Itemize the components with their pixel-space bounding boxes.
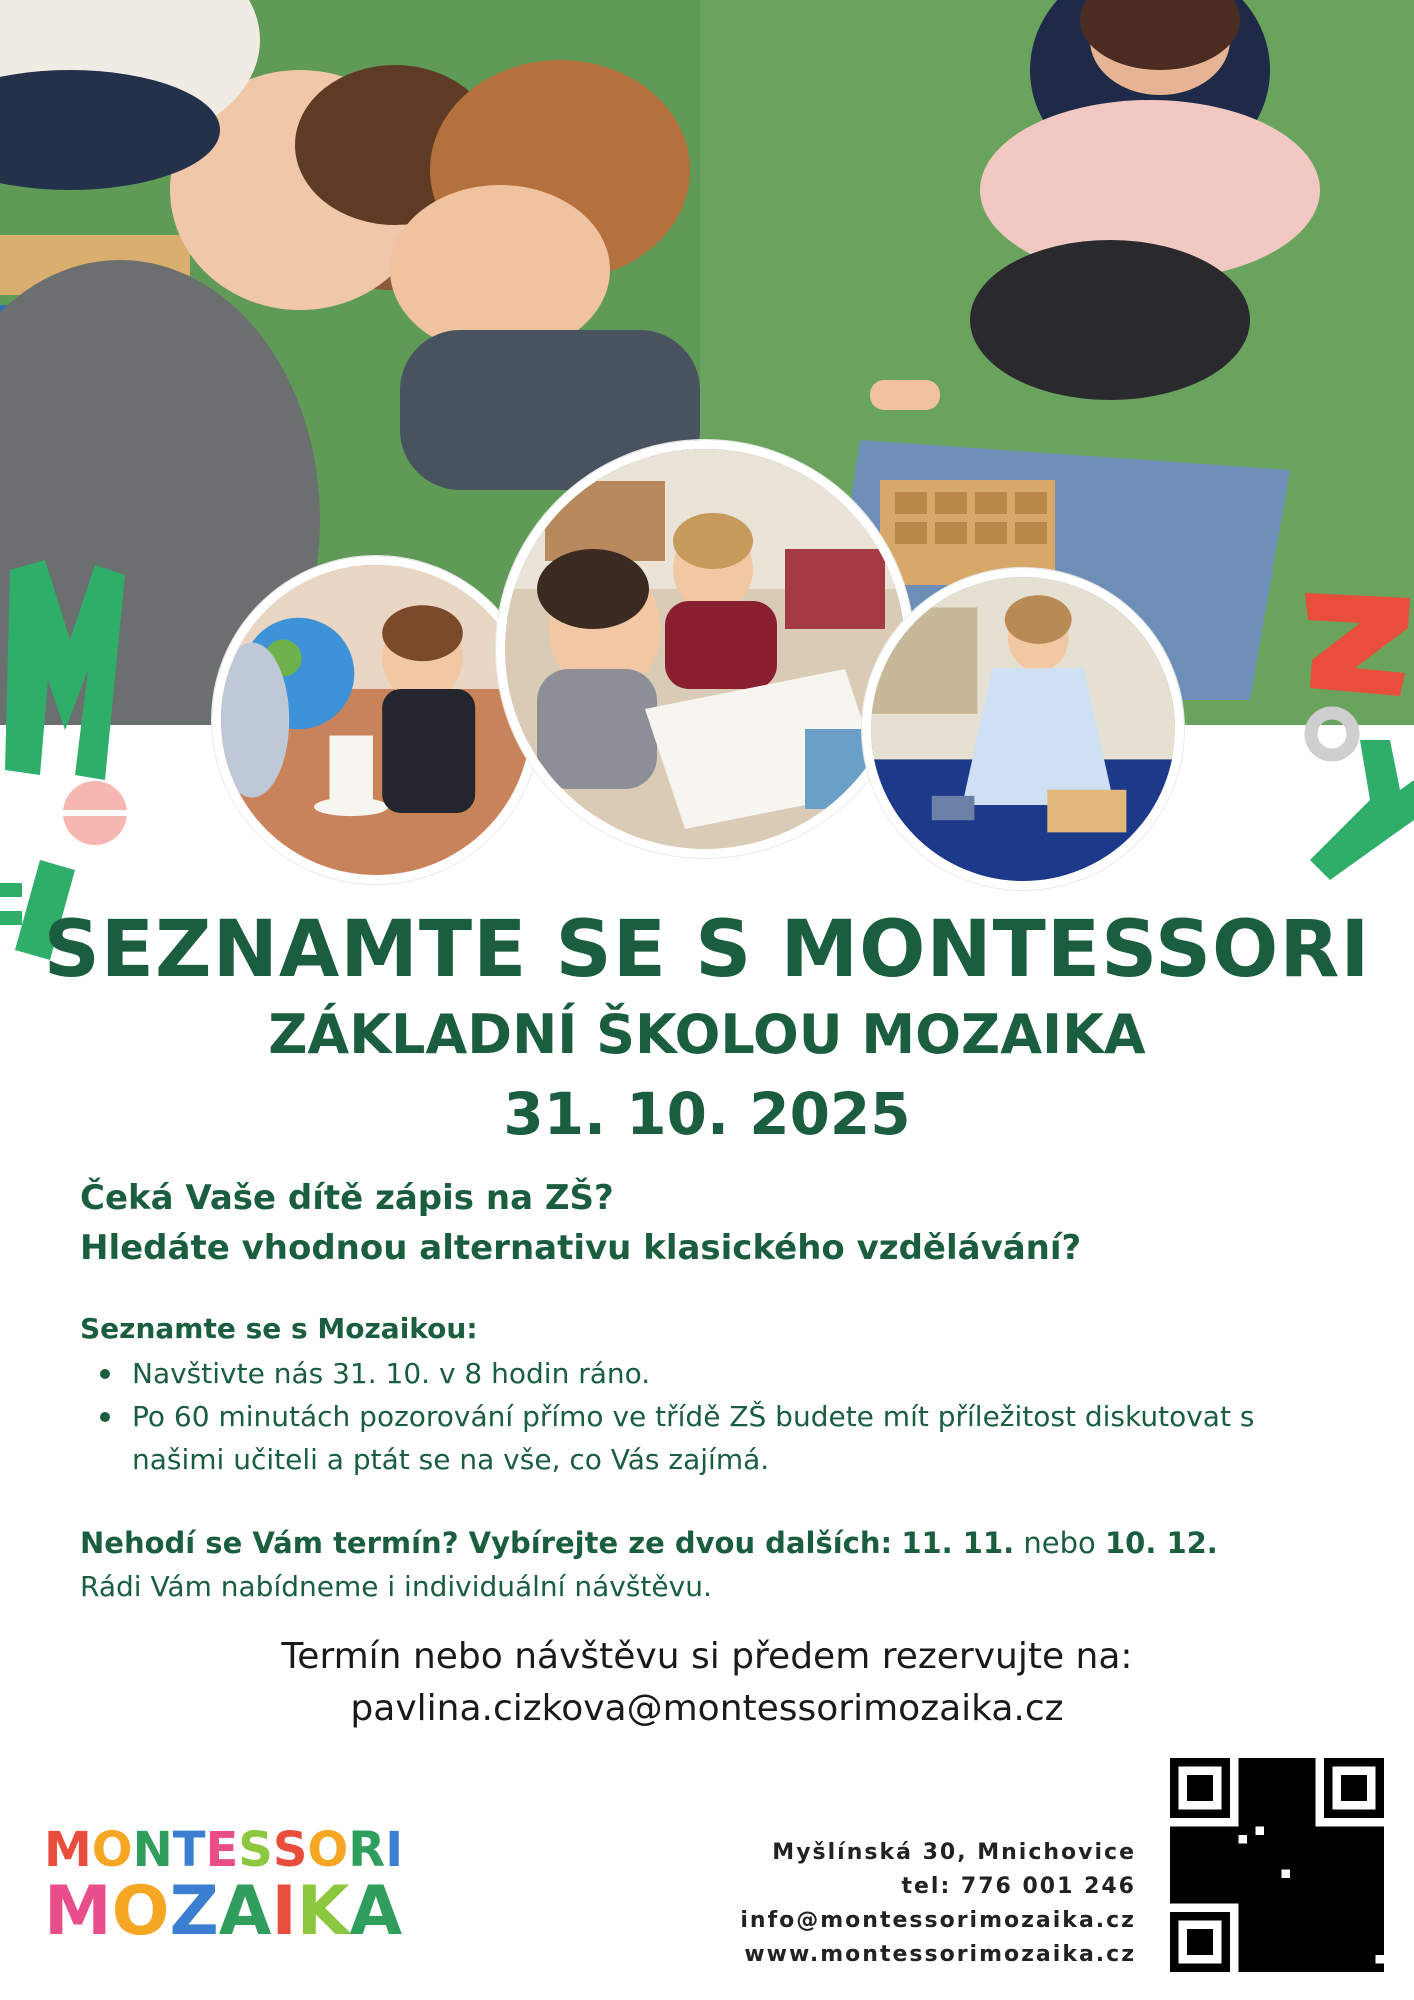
alternative-lead: Nehodí se Vám termín? Vybírejte ze dvou dalších: [80, 1526, 893, 1560]
list-item: Navštivte nás 31. 10. v 8 hodin ráno. [96, 1352, 1336, 1395]
montessori-mozaika-logo [44, 1822, 404, 1951]
logo-row-montessori: M O N T E S S O R I [44, 1822, 404, 1878]
main-title: SEZNAMTE SE S MONTESSORI [43, 905, 1371, 995]
reservation-text: Termín nebo návštěvu si předem rezervujte na: [281, 1636, 1133, 1677]
qr-code-icon[interactable] [1170, 1758, 1384, 1972]
logo-row-mozaika: M O Z A I K A [44, 1872, 403, 1951]
alternative-dates [80, 1526, 1218, 1560]
decorative-letter-y [1310, 740, 1414, 890]
reservation-email[interactable]: pavlina.cizkova@montessorimozaika.cz [350, 1688, 1064, 1729]
contact-address: Myšlínská 30, Mnichovice [772, 1840, 1136, 1865]
list-item: Po 60 minutách pozorování přímo ve třídě ZŠ budete mít příležitost diskutovat s našimi učiteli a ptát se na vše, co Vás zajímá. [96, 1395, 1336, 1481]
subtitle: ZÁKLADNÍ ŠKOLOU MOZAIKA [268, 1003, 1146, 1066]
question-2: Hledáte vhodnou alternativu klasického vzdělávání? [80, 1228, 1082, 1268]
contact-web[interactable]: www.montessorimozaika.cz [744, 1942, 1136, 1967]
contact-block [740, 1836, 1136, 1972]
contact-phone[interactable]: tel: 776 001 246 [901, 1874, 1136, 1899]
decorative-pink-circle [62, 780, 128, 846]
intro-heading: Seznamte se s Mozaikou: [80, 1312, 478, 1345]
photo-circle-drawing [496, 440, 914, 858]
question-1: Čeká Vaše dítě zápis na ZŠ? [80, 1178, 614, 1218]
decorative-letter-z [1300, 588, 1414, 698]
contact-email[interactable]: info@montessorimozaika.cz [740, 1908, 1136, 1933]
photo-circle-globe [212, 556, 540, 884]
alternative-date-1: 11. 11. [901, 1526, 1015, 1560]
alternative-connector: nebo [1023, 1526, 1096, 1560]
alternative-date-2: 10. 12. [1104, 1526, 1218, 1560]
intro-list [96, 1352, 1336, 1481]
event-date: 31. 10. 2025 [503, 1080, 911, 1148]
photo-circle-material [862, 568, 1184, 890]
decorative-letter-m [0, 560, 130, 790]
individual-visit-note: Rádi Vám nabídneme i individuální návštěvu. [80, 1570, 712, 1603]
